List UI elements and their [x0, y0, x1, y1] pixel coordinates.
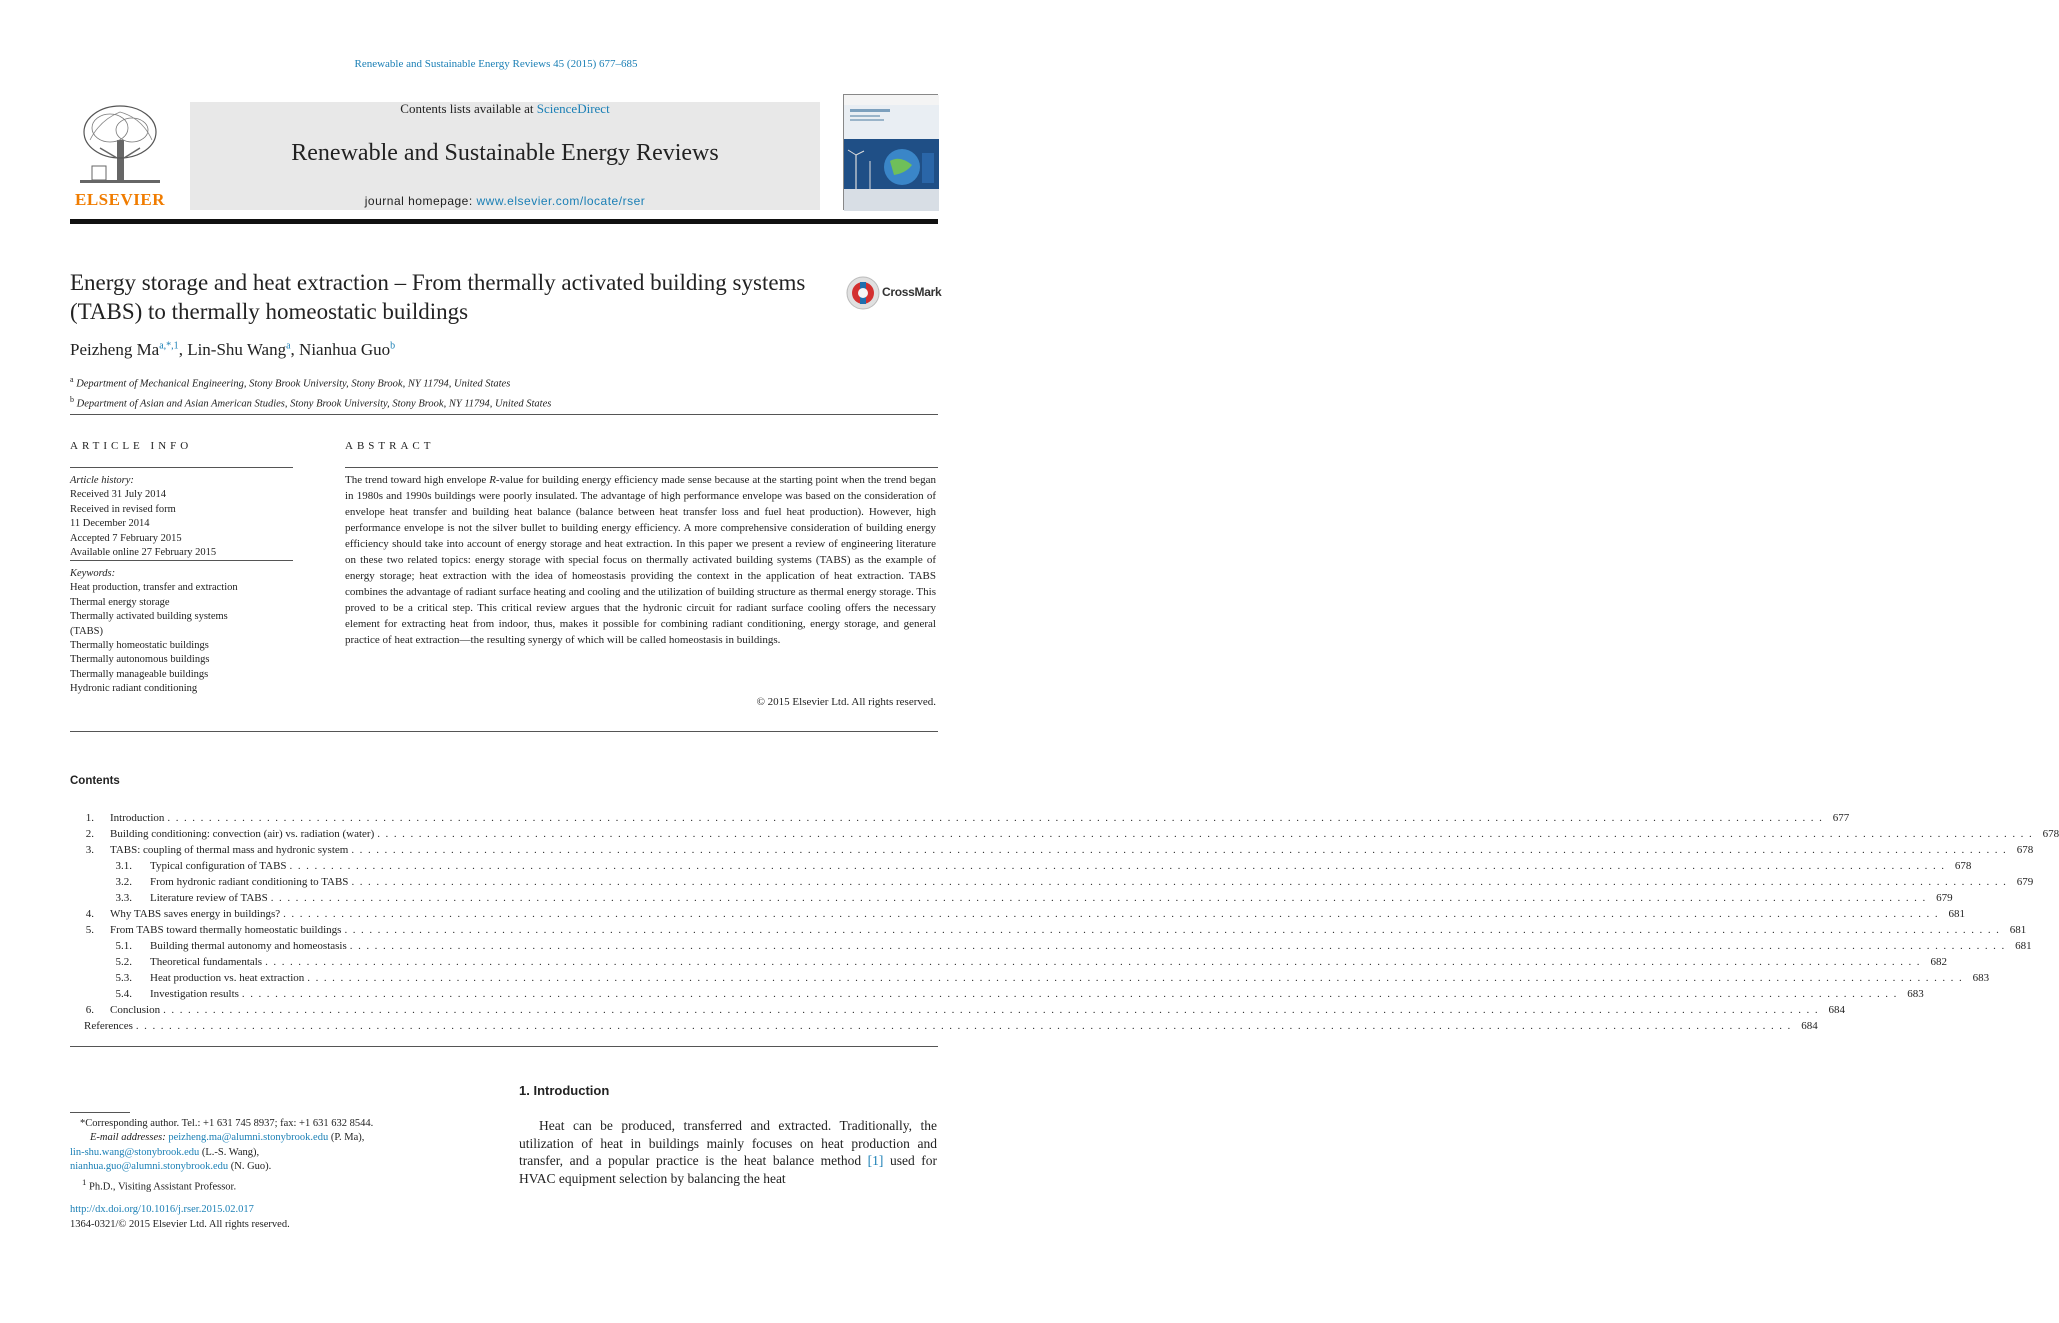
keyword-item: Thermally manageable buildings	[70, 668, 209, 680]
toc-page-number: 681	[1948, 908, 1965, 920]
toc-entry[interactable]	[70, 890, 1953, 906]
abstract-copyright: © 2015 Elsevier Ltd. All rights reserved.	[756, 696, 936, 708]
email-link[interactable]: nianhua.guo@alumni.stonybrook.edu	[70, 1161, 229, 1173]
toc-entry[interactable]	[70, 1018, 1818, 1034]
keywords	[70, 567, 293, 697]
keyword-item: Heat production, transfer and extraction	[70, 582, 238, 594]
toc-title[interactable]: Introduction	[110, 812, 165, 824]
toc-leader-dots: . . . . . . . . . . . . . . . . . . . . . . . . . . . . . . . . . . . . . . . . . . . . . . . . . . . . . . . . . . . . . . . . . . . . . . . . . . . . . . . . . . . . . . . . . . . . . . . . . . . . . . . . . . . . . . . . . . . . . . . . . . . . . . . . . . . . . . . . . . . . . . . . . . . . . . . . . . . . . . . . . . . . . . . . . . . . . . . . . . . . . . . . . . . . . . . . . . . . . . . .	[163, 1004, 1819, 1016]
toc-title[interactable]: Investigation results	[150, 988, 239, 1000]
crossmark-label: CrossMark	[882, 285, 942, 299]
keywords-label: Keywords:	[70, 568, 116, 579]
email-link[interactable]: lin-shu.wang@stonybrook.edu	[70, 1146, 200, 1158]
doi-block	[70, 1202, 290, 1232]
toc-number: 5.	[85, 924, 94, 936]
footnotes	[70, 1117, 490, 1195]
toc-leader-dots: . . . . . . . . . . . . . . . . . . . . . . . . . . . . . . . . . . . . . . . . . . . . . . . . . . . . . . . . . . . . . . . . . . . . . . . . . . . . . . . . . . . . . . . . . . . . . . . . . . . . . . . . . . . . . . . . . . . . . . . . . . . . . . . . . . . . . . . . . . . . . . . . . . . . . . . . . . . . . . . . . . . . . . . . . . . . . . . . . . . . . . . . . . . . . . . . . . . . . . . .	[349, 940, 2006, 952]
journal-cover-graphic	[844, 95, 939, 211]
divider	[70, 467, 293, 468]
author-affiliation-sup[interactable]: b	[390, 340, 396, 352]
issn-line: 1364-0321/© 2015 Elsevier Ltd. All rights reserved.	[70, 1219, 290, 1230]
keyword-item: (TABS)	[70, 625, 103, 637]
toc-title[interactable]: Typical configuration of TABS	[150, 860, 287, 872]
toc-entry[interactable]	[70, 1002, 1845, 1018]
history-item: Available online 27 February 2015	[70, 547, 217, 559]
toc-page-number: 681	[2015, 940, 2032, 952]
toc-page-number: 683	[1907, 988, 1924, 1000]
journal-homepage-line	[190, 194, 820, 208]
author-name: Peizheng Ma	[70, 340, 160, 359]
toc-leader-dots: . . . . . . . . . . . . . . . . . . . . . . . . . . . . . . . . . . . . . . . . . . . . . . . . . . . . . . . . . . . . . . . . . . . . . . . . . . . . . . . . . . . . . . . . . . . . . . . . . . . . . . . . . . . . . . . . . . . . . . . . . . . . . . . . . . . . . . . . . . . . . . . . . . . . . . . . . . . . . . . . . . . . . . . . . . . . . . . . . . . . . . . . . . . . . . . . . . . . . . . .	[265, 956, 1921, 968]
divider	[70, 1046, 938, 1047]
toc-page-number: 681	[2009, 924, 2027, 936]
email-line	[70, 1146, 490, 1160]
toc-entry[interactable]	[70, 986, 1924, 1002]
toc-number: 6.	[85, 1004, 94, 1016]
toc-number: 4.	[85, 908, 94, 920]
toc-number: 3.1.	[115, 860, 132, 872]
journal-name: Renewable and Sustainable Energy Reviews	[291, 140, 719, 166]
affiliation-line	[70, 372, 551, 392]
abstract-body	[345, 473, 936, 648]
toc-page-number: 683	[1972, 972, 1990, 984]
author-list: Peizheng $Ma^{a,*,1}$, Lin-Shu Wang$^a$, Nianhua Guo$^b$	[70, 340, 396, 359]
toc-number: 3.2.	[115, 876, 132, 888]
toc-entry[interactable]	[70, 874, 2034, 890]
toc-title[interactable]: From hydronic radiant conditioning to TABS	[150, 876, 349, 888]
affiliation-sup: b	[70, 394, 74, 404]
abstract-text-part: -value for building energy efficiency made sense because at the starting point when the trend began in 1980s and 1990s buildings were poorly insulated. The advantage of high performance envelope was based on the consideration of envelope heat transfer and building heat balance (balance between heat transfer loss and fuel heat production). However, high performance envelope is not the silver bullet to building energy efficiency. A more comprehensive consideration of building energy efficiency should take into account of energy storage and heat extraction. In this paper we present a review of engineering literature on these two related topics: energy storage with special focus on thermally activated building systems (TABS) as the example of energy storage; heat extraction with the idea of homeostasis providing the context in the application of heat extraction. TABS combines the advantage of radiant surface heating and cooling and the utilization of building structure as thermal energy storage. This proved to be a critical step. This critical review argues that the hydronic circuit for radiant surface cooling offers the necessary element for extracting heat from indoor, thus, makes it possible for combining radiant conditioning, energy storage, and general practice of heat extraction—the resulting synergy of which will be called homeostasis in buildings.	[345, 474, 936, 646]
corresponding-text: Corresponding author. Tel.: +1 631 745 8937; fax: +1 631 632 8544.	[85, 1118, 374, 1129]
toc-page-number: 682	[1930, 956, 1947, 968]
divider	[70, 414, 938, 415]
toc-title[interactable]: TABS: coupling of thermal mass and hydronic system	[110, 844, 349, 856]
article-title: Energy storage and heat extraction – From thermally activated building systems (TABS) to thermally homeostatic buildings	[70, 270, 806, 324]
toc-page-number: 684	[1828, 1004, 1845, 1016]
contents-heading: Contents	[70, 775, 120, 787]
toc-title[interactable]: References	[84, 1020, 133, 1032]
author-affiliation-sup[interactable]: a	[286, 340, 291, 352]
email-owner: (L.-S. Wang),	[201, 1146, 260, 1158]
affiliation-text: Department of Asian and Asian American Studies, Stony Brook University, Stony Brook, NY 11794, United States	[76, 398, 552, 409]
divider	[70, 560, 293, 561]
toc-title[interactable]: Building conditioning: convection (air) vs. radiation (water)	[110, 828, 375, 840]
elsevier-wordmark: ELSEVIER	[75, 190, 165, 209]
homepage-link[interactable]: www.elsevier.com/locate/rser	[476, 194, 646, 208]
affiliation-sup: a	[70, 375, 74, 384]
email-line	[70, 1160, 490, 1174]
toc-number: 5.2.	[115, 956, 132, 968]
toc-leader-dots: . . . . . . . . . . . . . . . . . . . . . . . . . . . . . . . . . . . . . . . . . . . . . . . . . . . . . . . . . . . . . . . . . . . . . . . . . . . . . . . . . . . . . . . . . . . . . . . . . . . . . . . . . . . . . . . . . . . . . . . . . . . . . . . . . . . . . . . . . . . . . . . . . . . . . . . . . . . . . . . . . . . . . . . . . . . . . . . . . . . . . . . . . . . . . . . . . . . . . . . .	[167, 812, 1824, 824]
author-note	[70, 1175, 490, 1195]
contents-prefix: Contents lists available at	[400, 101, 537, 116]
crossmark-badge[interactable]	[846, 276, 941, 310]
toc-title[interactable]: Building thermal autonomy and homeostasis	[150, 940, 347, 952]
toc-entry[interactable]	[70, 938, 2032, 954]
toc-leader-dots: . . . . . . . . . . . . . . . . . . . . . . . . . . . . . . . . . . . . . . . . . . . . . . . . . . . . . . . . . . . . . . . . . . . . . . . . . . . . . . . . . . . . . . . . . . . . . . . . . . . . . . . . . . . . . . . . . . . . . . . . . . . . . . . . . . . . . . . . . . . . . . . . . . . . . . . . . . . . . . . . . . . . . . . . . . . . . . . . . . . . . . . . . . . . . . . . . . . . . . . .	[377, 828, 2034, 840]
keyword-item: Thermal energy storage	[70, 596, 170, 608]
toc-page-number: 679	[1936, 892, 1953, 904]
toc-title[interactable]: Theoretical fundamentals	[150, 956, 263, 968]
header-rule	[70, 219, 938, 224]
toc-entry[interactable]	[70, 954, 1947, 970]
toc-title[interactable]: Literature review of TABS	[150, 892, 268, 904]
author-name: Lin-Shu Wang	[187, 340, 287, 359]
history-label: Article history:	[70, 475, 134, 486]
toc-leader-dots: . . . . . . . . . . . . . . . . . . . . . . . . . . . . . . . . . . . . . . . . . . . . . . . . . . . . . . . . . . . . . . . . . . . . . . . . . . . . . . . . . . . . . . . . . . . . . . . . . . . . . . . . . . . . . . . . . . . . . . . . . . . . . . . . . . . . . . . . . . . . . . . . . . . . . . . . . . . . . . . . . . . . . . . . . . . . . . . . . . . . . . . . . . . . . . . . . . . . . . . .	[135, 1020, 1792, 1032]
history-item: Accepted 7 February 2015	[70, 532, 182, 544]
crossmark-icon	[846, 276, 880, 310]
toc-number: 3.	[85, 844, 94, 856]
note-text: Ph.D., Visiting Assistant Professor.	[89, 1181, 237, 1193]
abstract-heading: ABSTRACT	[345, 440, 435, 452]
toc-entry[interactable]	[70, 826, 2059, 842]
toc-title[interactable]: From TABS toward thermally homeostatic buildings	[110, 924, 342, 936]
asterisk-mark: *	[80, 1118, 86, 1129]
affiliation-line	[70, 392, 551, 412]
doi-link[interactable]: http://dx.doi.org/10.1016/j.rser.2015.02.017	[70, 1204, 254, 1215]
homepage-prefix: journal homepage:	[364, 194, 477, 208]
history-item: Received in revised form	[70, 503, 176, 515]
journal-cover-image[interactable]	[843, 94, 938, 210]
abstract-r-value: R	[489, 474, 496, 486]
introduction-body	[519, 1117, 937, 1187]
toc-entry[interactable]	[70, 810, 1850, 826]
keyword-item: Thermally activated building systems	[70, 611, 228, 623]
toc-entry[interactable]	[70, 970, 1990, 986]
sciencedirect-link[interactable]: ScienceDirect	[536, 101, 610, 116]
toc-number: 5.1.	[115, 940, 132, 952]
note-sup: 1	[82, 1176, 87, 1187]
divider	[345, 467, 938, 468]
toc-entry[interactable]	[70, 858, 1972, 874]
toc-leader-dots: . . . . . . . . . . . . . . . . . . . . . . . . . . . . . . . . . . . . . . . . . . . . . . . . . . . . . . . . . . . . . . . . . . . . . . . . . . . . . . . . . . . . . . . . . . . . . . . . . . . . . . . . . . . . . . . . . . . . . . . . . . . . . . . . . . . . . . . . . . . . . . . . . . . . . . . . . . . . . . . . . . . . . . . . . . . . . . . . . . . . . . . . . . . . . . . . . . . . . . . .	[344, 924, 2001, 936]
toc-number: 3.3.	[115, 892, 132, 904]
toc-page-number: 684	[1801, 1020, 1818, 1032]
abstract-text-part: The trend toward high envelope	[345, 474, 490, 486]
toc-page-number: 679	[2016, 876, 2034, 888]
toc-leader-dots: . . . . . . . . . . . . . . . . . . . . . . . . . . . . . . . . . . . . . . . . . . . . . . . . . . . . . . . . . . . . . . . . . . . . . . . . . . . . . . . . . . . . . . . . . . . . . . . . . . . . . . . . . . . . . . . . . . . . . . . . . . . . . . . . . . . . . . . . . . . . . . . . . . . . . . . . . . . . . . . . . . . . . . . . . . . . . . . . . . . . . . . . . . . . . . . . . . . . . . . .	[351, 876, 2008, 888]
journal-citation[interactable]: Renewable and Sustainable Energy Reviews 45 (2015) 677–685	[354, 58, 638, 70]
footnote-rule	[70, 1112, 130, 1113]
toc-leader-dots: . . . . . . . . . . . . . . . . . . . . . . . . . . . . . . . . . . . . . . . . . . . . . . . . . . . . . . . . . . . . . . . . . . . . . . . . . . . . . . . . . . . . . . . . . . . . . . . . . . . . . . . . . . . . . . . . . . . . . . . . . . . . . . . . . . . . . . . . . . . . . . . . . . . . . . . . . . . . . . . . . . . . . . . . . . . . . . . . . . . . . . . . . . . . . . . . . . . . . . . .	[289, 860, 1946, 872]
toc-title[interactable]: Conclusion	[110, 1004, 161, 1016]
keyword-item: Thermally autonomous buildings	[70, 654, 210, 666]
toc-leader-dots: . . . . . . . . . . . . . . . . . . . . . . . . . . . . . . . . . . . . . . . . . . . . . . . . . . . . . . . . . . . . . . . . . . . . . . . . . . . . . . . . . . . . . . . . . . . . . . . . . . . . . . . . . . . . . . . . . . . . . . . . . . . . . . . . . . . . . . . . . . . . . . . . . . . . . . . . . . . . . . . . . . . . . . . . . . . . . . . . . . . . . . . . . . . . . . . . . . . . . . . .	[270, 892, 1927, 904]
affiliation-text: Department of Mechanical Engineering, Stony Brook University, Stony Brook, NY 11794, United States	[76, 378, 511, 390]
toc-leader-dots: . . . . . . . . . . . . . . . . . . . . . . . . . . . . . . . . . . . . . . . . . . . . . . . . . . . . . . . . . . . . . . . . . . . . . . . . . . . . . . . . . . . . . . . . . . . . . . . . . . . . . . . . . . . . . . . . . . . . . . . . . . . . . . . . . . . . . . . . . . . . . . . . . . . . . . . . . . . . . . . . . . . . . . . . . . . . . . . . . . . . . . . . . . . . . . . . . . . . . . . .	[283, 908, 1939, 920]
keyword-item: Hydronic radiant conditioning	[70, 683, 198, 695]
history-item: Received 31 July 2014	[70, 489, 166, 501]
corresponding-author-note	[70, 1117, 490, 1131]
toc-entry[interactable]	[70, 906, 1965, 922]
elsevier-tree-icon	[70, 100, 170, 190]
intro-text-part: used for HVAC equipment selection by balancing the heat	[519, 1153, 937, 1186]
toc-title[interactable]: Heat production vs. heat extraction	[150, 972, 305, 984]
divider	[70, 731, 938, 732]
affiliations	[70, 372, 551, 411]
article-history	[70, 474, 293, 560]
toc-number: 5.3.	[115, 972, 132, 984]
author-affiliation-sup[interactable]: a,*,1	[159, 340, 179, 352]
email-line	[70, 1131, 490, 1145]
toc-page-number: 677	[1832, 812, 1850, 824]
toc-leader-dots: . . . . . . . . . . . . . . . . . . . . . . . . . . . . . . . . . . . . . . . . . . . . . . . . . . . . . . . . . . . . . . . . . . . . . . . . . . . . . . . . . . . . . . . . . . . . . . . . . . . . . . . . . . . . . . . . . . . . . . . . . . . . . . . . . . . . . . . . . . . . . . . . . . . . . . . . . . . . . . . . . . . . . . . . . . . . . . . . . . . . . . . . . . . . . . . . . . . . . . . .	[351, 844, 2008, 856]
toc-number: 5.4.	[115, 988, 132, 1000]
intro-text-part: Heat can be produced, transferred and extracted. Traditionally, the utilization of heat in buildings mainly focuses on heat production and transfer, and a popular practice is the heat balance method	[519, 1118, 937, 1168]
toc-entry[interactable]	[70, 922, 2027, 938]
history-item: 11 December 2014	[70, 518, 150, 530]
toc-leader-dots: . . . . . . . . . . . . . . . . . . . . . . . . . . . . . . . . . . . . . . . . . . . . . . . . . . . . . . . . . . . . . . . . . . . . . . . . . . . . . . . . . . . . . . . . . . . . . . . . . . . . . . . . . . . . . . . . . . . . . . . . . . . . . . . . . . . . . . . . . . . . . . . . . . . . . . . . . . . . . . . . . . . . . . . . . . . . . . . . . . . . . . . . . . . . . . . . . . . . . . . .	[307, 972, 1964, 984]
toc-number: 2.	[85, 828, 94, 840]
toc-page-number: 678	[2016, 844, 2034, 856]
reference-link[interactable]: [1]	[867, 1153, 884, 1168]
table-of-contents	[70, 810, 2059, 1034]
article-info-heading: ARTICLE INFO	[70, 440, 193, 452]
elsevier-logo	[70, 100, 170, 210]
toc-page-number: 678	[2042, 828, 2059, 840]
email-label: E-mail addresses:	[90, 1132, 166, 1144]
toc-title[interactable]: Why TABS saves energy in buildings?	[110, 908, 281, 920]
email-link[interactable]: peizheng.ma@alumni.stonybrook.edu	[168, 1132, 329, 1144]
toc-page-number: 678	[1954, 860, 1972, 872]
toc-entry[interactable]	[70, 842, 2034, 858]
author-name: Nianhua Guo	[299, 340, 391, 359]
toc-leader-dots: . . . . . . . . . . . . . . . . . . . . . . . . . . . . . . . . . . . . . . . . . . . . . . . . . . . . . . . . . . . . . . . . . . . . . . . . . . . . . . . . . . . . . . . . . . . . . . . . . . . . . . . . . . . . . . . . . . . . . . . . . . . . . . . . . . . . . . . . . . . . . . . . . . . . . . . . . . . . . . . . . . . . . . . . . . . . . . . . . . . . . . . . . . . . . . . . . . . . . . . .	[241, 988, 1898, 1000]
email-owner: (P. Ma),	[330, 1132, 365, 1144]
toc-number: 1.	[85, 812, 94, 824]
keyword-item: Thermally homeostatic buildings	[70, 640, 209, 652]
contents-available-line	[190, 101, 820, 117]
introduction-heading: 1. Introduction	[519, 1083, 610, 1098]
email-owner: (N. Guo).	[230, 1161, 272, 1173]
